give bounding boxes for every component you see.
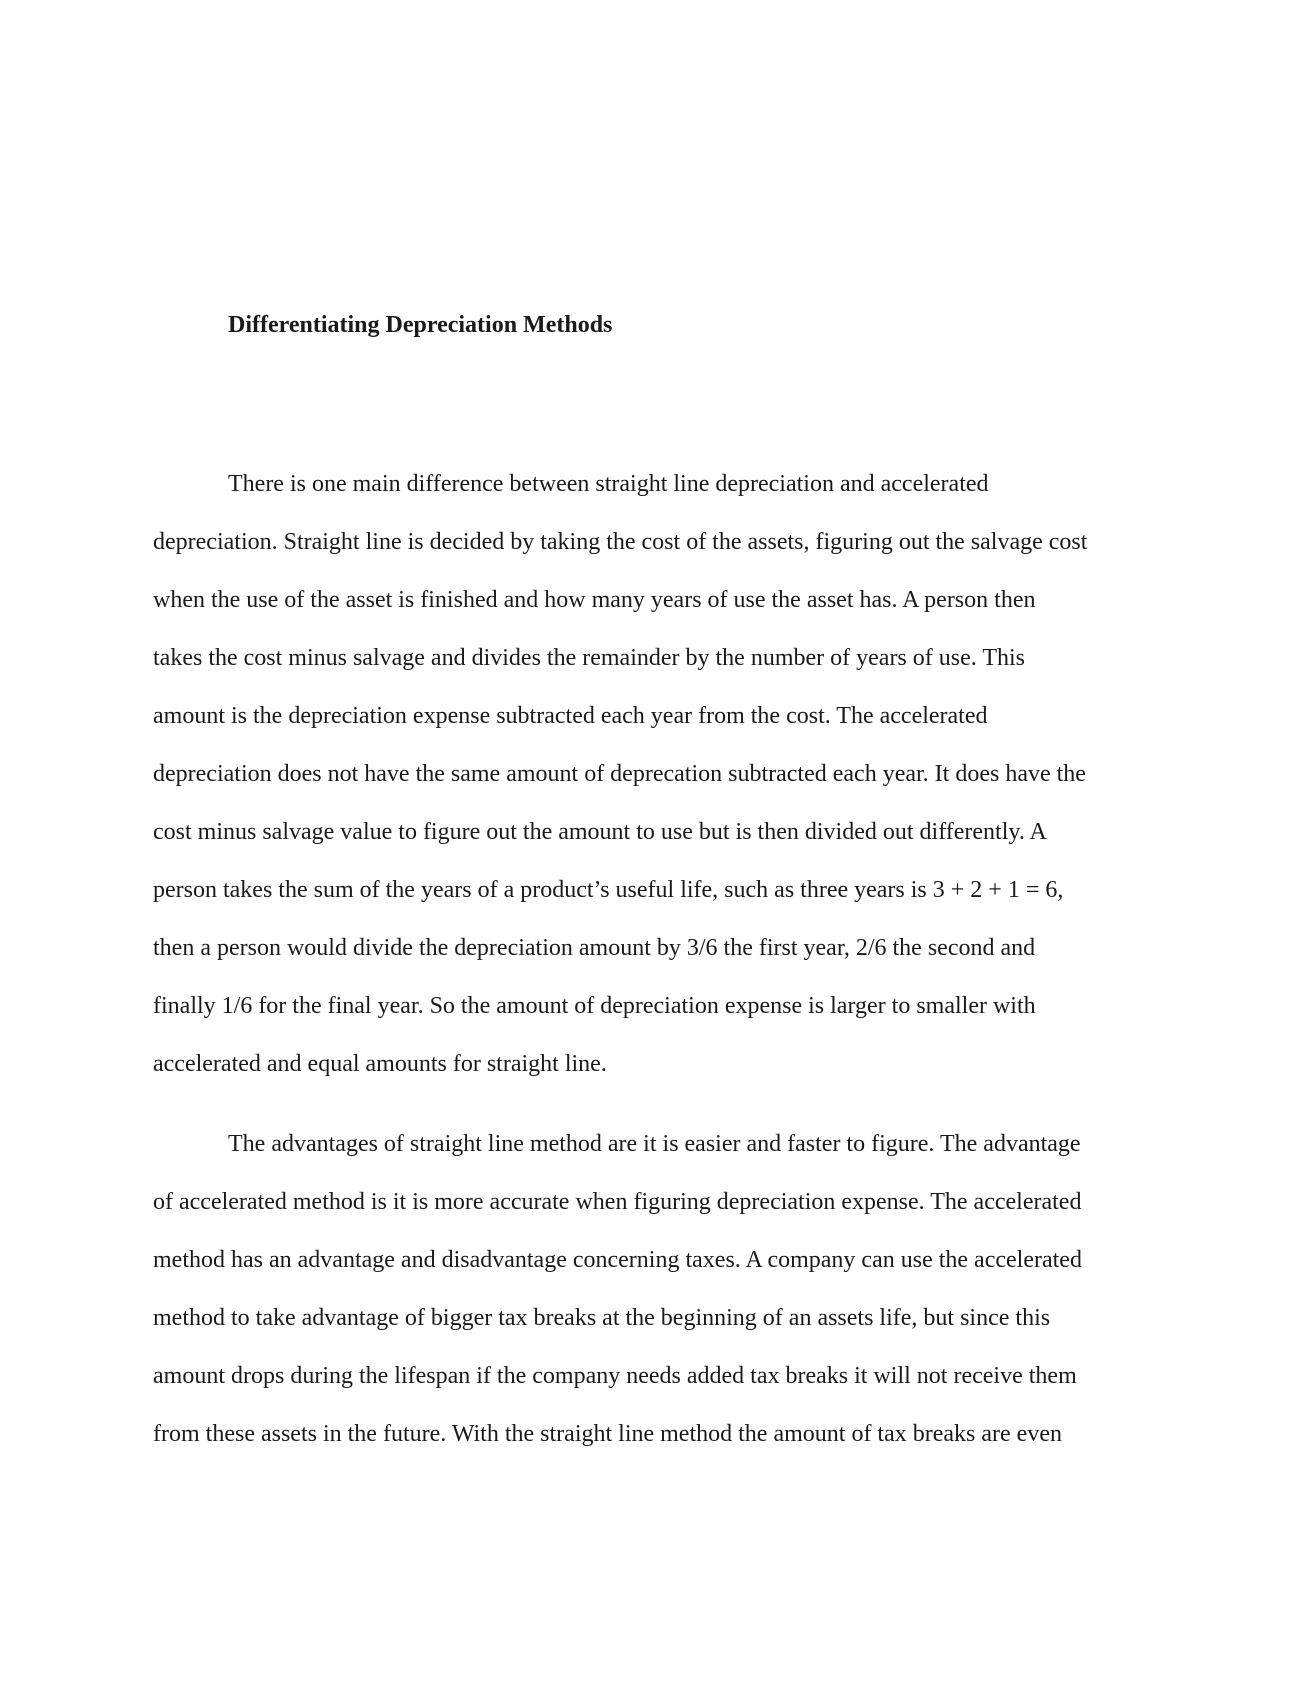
- paragraph-line: method has an advantage and disadvantage concerning taxes. A company can use the accelerated: [153, 1247, 1082, 1273]
- paragraph-line: takes the cost minus salvage and divides the remainder by the number of years of use. This: [153, 645, 1025, 671]
- paragraph-line: of accelerated method is it is more accurate when figuring depreciation expense. The accelerated: [153, 1189, 1082, 1215]
- paragraph-line: amount is the depreciation expense subtracted each year from the cost. The accelerated: [153, 703, 988, 729]
- paragraph-line: amount drops during the lifespan if the company needs added tax breaks it will not receive them: [153, 1363, 1077, 1389]
- paragraph-line: There is one main difference between straight line depreciation and accelerated: [228, 471, 989, 497]
- paragraph-line: accelerated and equal amounts for straight line.: [153, 1051, 607, 1077]
- paragraph-line: person takes the sum of the years of a product’s useful life, such as three years is 3 + 2 + 1 = 6,: [153, 877, 1064, 903]
- paragraph-line: finally 1/6 for the final year. So the amount of depreciation expense is larger to smaller with: [153, 993, 1036, 1019]
- paragraph-line: depreciation. Straight line is decided by taking the cost of the assets, figuring out the salvage cost: [153, 529, 1088, 555]
- paragraph-line: when the use of the asset is finished and how many years of use the asset has. A person then: [153, 587, 1036, 613]
- paragraph-line: cost minus salvage value to figure out the amount to use but is then divided out differently. A: [153, 819, 1047, 845]
- paragraph-line: depreciation does not have the same amount of deprecation subtracted each year. It does have the: [153, 761, 1086, 787]
- paragraph-line: The advantages of straight line method are it is easier and faster to figure. The advantage: [228, 1131, 1081, 1157]
- document-title: Differentiating Depreciation Methods: [228, 312, 613, 338]
- paragraph-line: then a person would divide the depreciation amount by 3/6 the first year, 2/6 the second and: [153, 935, 1036, 961]
- paragraph-line: method to take advantage of bigger tax breaks at the beginning of an assets life, but since this: [153, 1305, 1051, 1331]
- paragraph-line: from these assets in the future. With the straight line method the amount of tax breaks are even: [153, 1421, 1062, 1447]
